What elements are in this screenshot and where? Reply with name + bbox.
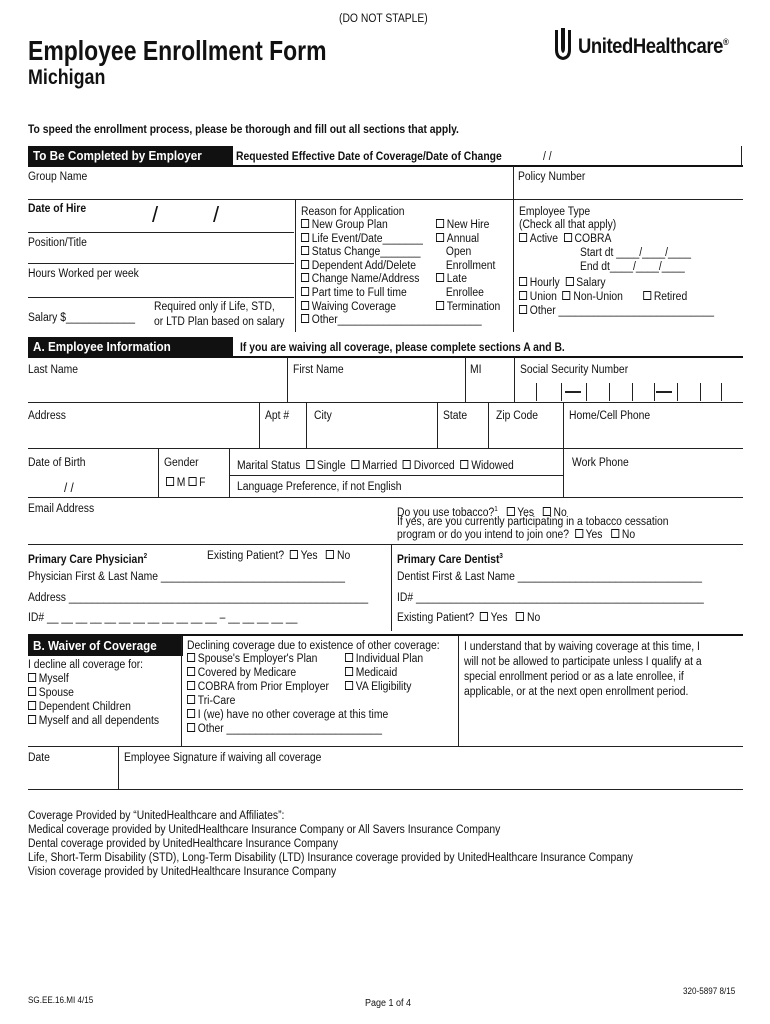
checkbox-icon <box>345 681 353 690</box>
declining-label: Medicaid <box>355 667 398 679</box>
hire-slash-2: / <box>213 202 220 227</box>
coverage-line-1: Coverage Provided by “UnitedHealthcare and Affiliates”: <box>28 810 285 822</box>
reason-item[interactable] <box>301 273 419 286</box>
reason-label: Annual <box>446 232 480 245</box>
declining-item[interactable] <box>345 681 411 694</box>
reason-label: Open <box>445 246 472 259</box>
checkbox-icon <box>290 550 298 559</box>
reason-label: New Group Plan <box>311 219 388 231</box>
employee-type-sub: (Check all that apply) <box>519 219 617 231</box>
physician-name-field[interactable]: Physician First & Last Name ________________________________ <box>28 571 346 583</box>
checkbox-icon <box>519 277 527 286</box>
group-name-field[interactable]: Group Name <box>28 171 88 183</box>
dentist-label: Primary Care Dentist$^3$ <box>397 553 503 566</box>
section-b-header: B. Waiver of Coverage <box>28 636 183 656</box>
end-date-field[interactable]: End dt____/____/____ <box>580 261 685 273</box>
checkbox-icon <box>564 233 572 242</box>
checkbox-icon <box>301 273 309 282</box>
reason-item[interactable] <box>301 233 423 246</box>
policy-number-field[interactable]: Policy Number <box>518 171 586 183</box>
date-field[interactable]: Date <box>28 752 50 764</box>
form-code: SG.EE.16.MI 4/15 <box>28 995 94 1005</box>
reason-item[interactable] <box>301 301 396 314</box>
checkbox-icon <box>436 273 444 282</box>
checkbox-icon <box>403 460 411 469</box>
decline-label: Spouse <box>38 687 74 699</box>
checkbox-icon <box>187 695 195 704</box>
reason-item[interactable] <box>301 260 416 273</box>
understand-line-4: applicable, or at the next open enrollment period. <box>464 686 689 698</box>
declining-item[interactable] <box>187 709 388 722</box>
checkbox-icon <box>28 687 36 696</box>
checkbox-icon <box>436 233 444 242</box>
declining-item[interactable] <box>187 695 235 708</box>
declining-item[interactable] <box>345 653 423 666</box>
reason-label: Status Change_______ <box>311 246 421 259</box>
other-type-field[interactable]: Other ___________________________ <box>519 305 714 318</box>
checkbox-icon <box>301 246 309 255</box>
effective-date-field[interactable]: / / <box>543 151 552 163</box>
declining-item[interactable] <box>187 653 317 666</box>
checkbox-icon <box>301 233 309 242</box>
understand-line-2: will not be allowed to participate unless I qualify at a <box>464 656 702 668</box>
checkbox-icon <box>187 667 195 676</box>
checkbox-icon <box>611 529 619 538</box>
signature-field[interactable]: Employee Signature if waiving all coverage <box>124 752 322 764</box>
salary-field[interactable]: Salary $____________ <box>28 312 136 324</box>
declining-label: Tri-Care <box>197 695 236 707</box>
checkbox-icon <box>187 709 195 718</box>
reason-item[interactable] <box>436 301 500 314</box>
decline-item[interactable] <box>28 701 131 714</box>
tobacco-question[interactable]: Do you use tobacco?$^1$ Yes No <box>397 506 567 519</box>
declining-header: Declining coverage due to existence of other coverage: <box>187 640 440 652</box>
checkbox-icon <box>351 460 359 469</box>
checkbox-icon <box>301 219 309 228</box>
decline-item[interactable] <box>28 673 69 686</box>
checkbox-icon <box>187 653 195 662</box>
checkbox-icon <box>301 301 309 310</box>
dob-field[interactable]: Date of Birth <box>28 457 86 469</box>
coverage-line-3: Dental coverage provided by UnitedHealthcare Insurance Company <box>28 838 339 850</box>
mi-field[interactable]: MI <box>470 364 482 376</box>
checkbox-icon <box>565 277 573 286</box>
declining-label: Other ___________________________ <box>197 723 382 735</box>
checkbox-icon <box>166 477 174 486</box>
address-field[interactable]: Address <box>28 410 66 422</box>
reason-item <box>436 246 471 259</box>
reason-label: Other_________________________ <box>311 314 482 327</box>
physician-address-field[interactable]: Address ____________________________________________________ <box>28 592 369 604</box>
checkbox-icon <box>436 219 444 228</box>
effective-date-label: Requested Effective Date of Coverage/Date of Change <box>236 151 502 163</box>
page-number: Page 1 of 4 <box>365 998 412 1009</box>
reason-label: New Hire <box>446 219 490 231</box>
declining-item[interactable] <box>187 723 382 736</box>
declining-label: Spouse's Employer's Plan <box>197 653 318 665</box>
section-a-header: A. Employee Information <box>28 337 233 357</box>
unitedhealthcare-logo-icon <box>553 26 573 62</box>
doc-number: 320-5897 8/15 <box>683 986 736 996</box>
reason-item[interactable] <box>301 219 388 232</box>
form-title: Employee Enrollment Form <box>28 35 327 66</box>
dentist-existing-patient[interactable]: Existing Patient? Yes No <box>397 612 541 624</box>
reason-item <box>436 287 484 300</box>
union-options[interactable]: Union Non-Union Retired <box>519 291 687 304</box>
reason-item[interactable] <box>301 314 482 327</box>
state-field[interactable]: State <box>443 410 468 422</box>
checkbox-icon <box>306 460 314 469</box>
hourly-salary-options[interactable]: Hourly Salary <box>519 277 606 290</box>
decline-label: Myself and all dependents <box>38 715 160 727</box>
active-option[interactable]: Active COBRA <box>519 233 611 246</box>
reason-header: Reason for Application <box>301 206 405 218</box>
pcp-label: Primary Care Physician$^2$ <box>28 553 148 566</box>
hours-worked-field[interactable]: Hours Worked per week <box>28 268 139 280</box>
checkbox-icon <box>28 701 36 710</box>
reason-item <box>436 260 495 273</box>
city-field[interactable]: City <box>314 410 332 422</box>
reason-item[interactable] <box>436 233 479 246</box>
declining-label: Covered by Medicare <box>197 667 297 679</box>
employer-section-header: To Be Completed by Employer <box>28 146 233 166</box>
checkbox-icon <box>643 291 651 300</box>
checkbox-icon <box>516 612 524 621</box>
apt-field[interactable]: Apt # <box>265 410 290 422</box>
checkbox-icon <box>301 287 309 296</box>
do-not-staple-note: (DO NOT STAPLE) <box>339 13 428 25</box>
dentist-id-field[interactable]: ID# __________________________________________________ <box>397 592 704 604</box>
declining-item[interactable] <box>345 667 397 680</box>
understand-line-3: special enrollment period or as a late enrollee, if <box>464 671 684 683</box>
last-name-field[interactable]: Last Name <box>28 364 79 376</box>
cessation-question[interactable]: program or do you intend to join one? Yes No <box>397 529 636 541</box>
salary-note-2: or LTD Plan based on salary <box>154 316 285 328</box>
checkbox-icon <box>506 507 514 516</box>
checkbox-icon <box>563 291 571 300</box>
zip-field[interactable]: Zip Code <box>496 410 539 422</box>
checkbox-icon <box>28 673 36 682</box>
decline-item[interactable] <box>28 715 159 728</box>
reason-item[interactable] <box>436 219 489 232</box>
checkbox-icon <box>480 612 488 621</box>
checkbox-icon <box>188 477 196 486</box>
logo-text: UnitedHealthcare® <box>578 35 729 58</box>
checkbox-icon <box>460 460 468 469</box>
reason-label: Late <box>446 273 467 286</box>
checkbox-icon <box>301 314 309 323</box>
reason-label: Termination <box>446 300 501 313</box>
form-state: Michigan <box>28 66 106 89</box>
checkbox-icon <box>301 260 309 269</box>
decline-label: Myself <box>38 673 69 685</box>
reason-label: Change Name/Address <box>311 273 420 286</box>
decline-item[interactable] <box>28 687 74 700</box>
declining-label: COBRA from Prior Employer <box>197 681 329 693</box>
checkbox-icon <box>187 681 195 690</box>
declining-label: Individual Plan <box>355 653 424 665</box>
checkbox-icon <box>543 507 551 516</box>
declining-label: VA Eligibility <box>355 681 412 693</box>
checkbox-icon <box>575 529 583 538</box>
checkbox-icon <box>326 550 334 559</box>
ssn-field[interactable]: Social Security Number <box>520 364 629 376</box>
hire-slash-1: / <box>152 202 159 227</box>
employee-type-header: Employee Type <box>519 206 591 218</box>
marital-status-options[interactable]: Marital Status Single Married Divorced Widowed <box>237 460 514 472</box>
reason-item[interactable] <box>436 273 467 286</box>
pcp-existing-patient[interactable]: Existing Patient? Yes No <box>207 550 351 562</box>
language-field[interactable]: Language Preference, if not English <box>237 481 402 493</box>
checkbox-icon <box>345 667 353 676</box>
understand-line-1: I understand that by waiving coverage at this time, I <box>464 641 700 653</box>
reason-label: Life Event/Date_______ <box>311 232 423 245</box>
date-of-hire-field[interactable]: Date of Hire <box>28 203 87 215</box>
checkbox-icon <box>519 305 527 314</box>
decline-header: I decline all coverage for: <box>28 659 144 671</box>
gender-options[interactable]: M F <box>166 477 205 490</box>
coverage-line-5: Vision coverage provided by UnitedHealthcare Insurance Company <box>28 866 337 878</box>
waiver-note: If you are waiving all coverage, please complete sections A and B. <box>240 342 565 354</box>
decline-label: Dependent Children <box>38 701 131 713</box>
coverage-line-4: Life, Short-Term Disability (STD), Long-Term Disability (LTD) Insurance coverage provided by UnitedHealthcare Insurance Company <box>28 852 633 864</box>
checkbox-icon <box>187 723 195 732</box>
checkbox-icon <box>519 233 527 242</box>
declining-item[interactable] <box>187 667 296 680</box>
cessation-line-1: If yes, are you currently participating in a tobacco cessation <box>397 516 669 528</box>
start-date-field[interactable]: Start dt ____/____/____ <box>580 247 692 259</box>
reason-label: Part time to Full time <box>311 287 407 299</box>
checkbox-icon <box>345 653 353 662</box>
physician-id-field[interactable]: ID# __ __ __ __ __ __ __ __ __ __ __ __ – __ __ __ __ __ <box>28 612 298 624</box>
email-field[interactable]: Email Address <box>28 503 95 515</box>
checkbox-icon <box>519 291 527 300</box>
first-name-field[interactable]: First Name <box>293 364 344 376</box>
reason-label: Enrollment <box>445 259 496 272</box>
dentist-name-field[interactable]: Dentist First & Last Name ________________________________ <box>397 571 702 583</box>
home-phone-field[interactable]: Home/Cell Phone <box>569 410 651 422</box>
declining-item[interactable] <box>187 681 329 694</box>
reason-item[interactable] <box>301 287 407 300</box>
declining-label: I (we) have no other coverage at this time <box>197 709 389 721</box>
checkbox-icon <box>436 301 444 310</box>
salary-note-1: Required only if Life, STD, <box>154 301 275 313</box>
work-phone-field[interactable]: Work Phone <box>572 457 629 469</box>
instructions: To speed the enrollment process, please be thorough and fill out all sections that apply. <box>28 124 459 136</box>
checkbox-icon <box>28 715 36 724</box>
reason-label: Dependent Add/Delete <box>311 259 416 272</box>
reason-label: Waiving Coverage <box>311 300 396 313</box>
position-title-field[interactable]: Position/Title <box>28 237 87 249</box>
coverage-line-2: Medical coverage provided by UnitedHealthcare Insurance Company or All Savers Insurance Company <box>28 824 501 836</box>
reason-label: Enrollee <box>445 287 484 299</box>
gender-label: Gender <box>164 457 199 469</box>
dob-slashes: / / <box>64 480 74 495</box>
reason-item[interactable] <box>301 246 421 259</box>
